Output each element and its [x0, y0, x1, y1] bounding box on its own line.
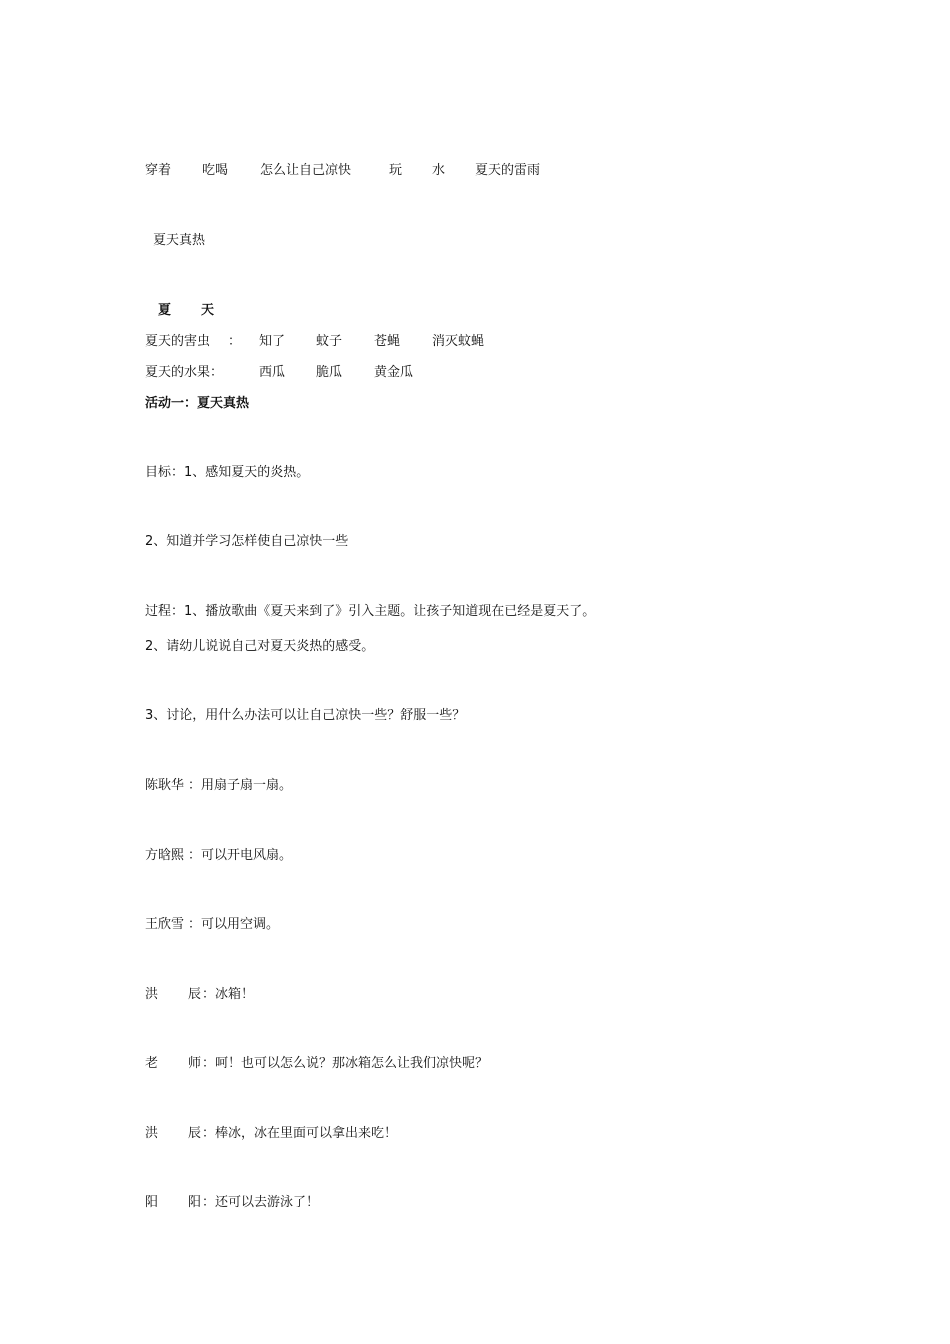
- goal-line: 目标：1、感知夏天的炎热。: [145, 465, 310, 480]
- dialogue-speaker: 阳: [188, 1195, 202, 1210]
- dialogue-speaker: 洪: [145, 987, 159, 1002]
- topic-item: 怎么让自己凉快: [260, 163, 352, 178]
- dialogue-text: ：用扇子扇一扇。: [188, 778, 293, 793]
- dialogue-text: ：还可以去游泳了！: [202, 1195, 320, 1210]
- pests-item: 蚊子: [316, 334, 343, 349]
- dialogue-text: ：可以开电风扇。: [188, 848, 293, 863]
- dialogue-text: ：冰箱！: [202, 987, 255, 1002]
- process-line: 2、请幼儿说说自己对夏天炎热的感受。: [145, 639, 375, 654]
- topic-item: 穿着: [145, 163, 172, 178]
- dialogue-text: ：呵！也可以怎么说？那冰箱怎么让我们凉快呢？: [202, 1056, 489, 1071]
- dialogue-speaker: 辰: [188, 987, 202, 1002]
- topic-item: 玩: [389, 163, 403, 178]
- dialogue-speaker: 辰: [188, 1126, 202, 1141]
- topic-item: 水: [432, 163, 446, 178]
- pests-colon: ：: [228, 334, 242, 349]
- dialogue-speaker: 王欣雪: [145, 917, 185, 932]
- fruits-item: 西瓜: [259, 365, 286, 380]
- dialogue-speaker: 老: [145, 1056, 159, 1071]
- topic-item: 夏天的雷雨: [475, 163, 541, 178]
- pests-item: 苍蝇: [374, 334, 401, 349]
- dialogue-speaker: 方晗熙: [145, 848, 185, 863]
- fruits-label: 夏天的水果：: [145, 365, 224, 380]
- fruits-item: 脆瓜: [316, 365, 343, 380]
- fruits-item: 黄金瓜: [374, 365, 414, 380]
- pests-item: 知了: [259, 334, 286, 349]
- dialogue-text: ：可以用空调。: [188, 917, 280, 932]
- dialogue-text: ：棒冰，冰在里面可以拿出来吃！: [202, 1126, 398, 1141]
- main-title-char: 夏: [158, 303, 172, 318]
- goal-line: 2、知道并学习怎样使自己凉快一些: [145, 534, 349, 549]
- dialogue-speaker: 洪: [145, 1126, 159, 1141]
- topic-item: 吃喝: [202, 163, 229, 178]
- process-line: 3、讨论，用什么办法可以让自己凉快一些？舒服一些？: [145, 708, 466, 723]
- dialogue-speaker: 陈耿华: [145, 778, 185, 793]
- process-line: 过程：1、播放歌曲《夏天来到了》引入主题。让孩子知道现在已经是夏天了。: [145, 604, 596, 619]
- main-title-char: 天: [201, 303, 215, 318]
- dialogue-speaker: 师: [188, 1056, 202, 1071]
- pests-label: 夏天的害虫: [145, 334, 211, 349]
- activity-title: 活动一：夏天真热: [145, 396, 250, 411]
- pests-item: 消灭蚊蝇: [432, 334, 485, 349]
- center-title: 夏天真热: [153, 233, 206, 248]
- dialogue-speaker: 阳: [145, 1195, 159, 1210]
